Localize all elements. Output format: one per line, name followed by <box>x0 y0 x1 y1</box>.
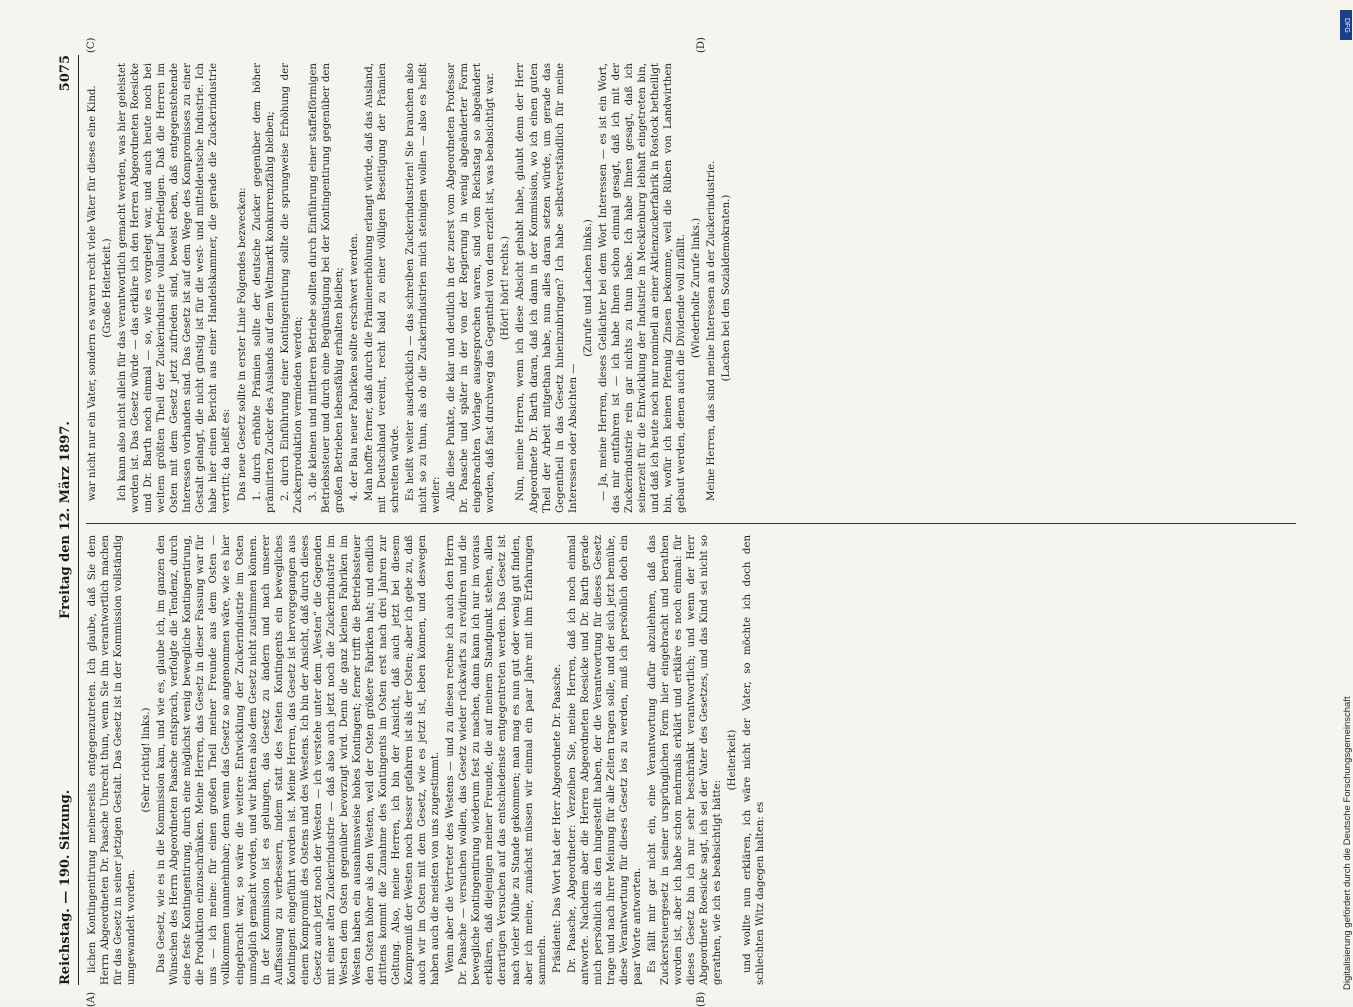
paragraph: Wenn aber die Vertreter des Westens — und zu diesen rechne ich auch den Herrn Dr. Paasche — versuchen wollen, das Gesetz wieder rückwärts zu revidiren und die bewegliche Kontingentirung wiederum fest zu machen, dann kann ich nur im voraus erklären, daß diejenigen meiner Freunde, die auf meinem Standpunkt stehen, allen derartigen Versuchen auf das entschiedenste entgegentreten werden. Das Gesetz ist nach vieler Mühe zu Stande gekommen; man mag es nun gut oder wenig gut finden, aber ich meine, zunächst müssen wir einmal ein paar Jahre mit ihm Erfahrungen sammeln. <box>445 535 548 985</box>
dfg-logo: DFG <box>1340 10 1352 40</box>
paragraph: Das Gesetz, wie es in die Kommission kam, und wie es, glaube ich, im ganzen den Wünschen des Herrn Abgeordneten Paasche entsprach, verfolgte die Tendenz, durch eine feste Kontingentirung, durch eine möglichst wenig bewegliche Kontingentirung, die Produktion einzuschränken. Meine Herren, das Gesetz in dieser Fassung war für uns — ich meine: für einen großen Theil meiner Freunde aus dem Osten — vollkommen unannehmbar; denn wenn das Gesetz so angenommen wäre, wie es hier eingebracht war, so wäre die weitere Entwicklung der Zuckerindustrie im Osten unmöglich gemacht worden, und wir hätten also dem Gesetz nicht zustimmen können. In der Kommission ist es gelungen, das Gesetz zu ändern und nach unserer Auffassung zu verbessern, indem statt des festen Kontingents ein bewegliches Kontingent eingeführt worden ist. Meine Herren, das Gesetz ist hervorgegangen aus einem Kompromiß des Ostens und des Westens. Ich bin der Ansicht, daß durch dieses Gesetz auch jetzt noch der Westen — ich verstehe unter dem „Westen“ die Gegenden mit einer alten Zuckerindustrie — daß also auch jetzt noch die Zuckerindustrie im Westen dem Osten gegenüber bevorzugt wird. Denn die ganz kleinen Fabriken im Westen haben ein ausnahmsweise hohes Kontingent; ferner trifft die Betriebssteuer den Osten höher als den Westen, weil der Osten größere Fabriken hat; und endlich drittens kommt die Zunahme des Kontingents im Osten erst nach drei Jahren zur Geltung. Also, meine Herren, ich bin der Ansicht, daß auch jetzt bei diesem Kompromiß der Westen noch besser gefahren ist als der Osten; aber ich gebe zu, daß auch wir im Osten mit dem Gesetz, wie es jetzt ist, leben können, und deswegen haben auch die meisten von uns zugestimmt. <box>156 535 442 985</box>
paragraph: (Sehr richtig! links.) <box>141 707 153 813</box>
paragraph: Nun, meine Herren, wenn ich diese Absicht gehabt habe, glaubt denn der Herr Abgeordnete Dr. Barth daran, daß ich dann in der Kommission, wo ich einen guten Theil der Arbeit mitgethan habe, nun alles daran setzen würde, um gerade das Gegentheil in das Gesetz hineinzubringen? Ich habe selbstverständlich für meine Interessen oder Absichten — <box>515 63 579 513</box>
header-date: Freitag den 12. März 1897. <box>58 421 73 619</box>
paragraph: (Große Heiterkeit.) <box>102 238 114 338</box>
paragraph: Ich kann also nicht allein für das verantwortlich gemacht werden, was hier geleistet worden ist. Das Gesetz würde — das erkläre ich den Herren Abgeordneten Roesicke und Dr. Barth noch einmal — so, wie es vorgelegt war, und auch heute noch bei weitem größten Theil der Zuckerindustrie vollauf befriedigen. Daß die Herren im Osten mit dem Gesetz jetzt zufrieden sind, beweist eben, daß entgegenstehende Interessen vorhanden sind. Das Gesetz ist auf dem Wege des Kompromisses zu einer Gestalt gelangt, die nicht günstig ist für die west- und mitteldeutsche Industrie. Ich habe hier einen Bericht aus einer Handelskammer, die gerade die Zuckerindustrie vertritt; da heißt es: <box>117 63 233 513</box>
margin-marker-d: (D) <box>696 37 707 53</box>
paragraph: war nicht nur ein Vater, sondern es waren recht viele Väter für dieses eine Kind. <box>87 85 98 501</box>
paragraph: Das neue Gesetz sollte in erster Linie Folgendes bezwecken: <box>236 187 248 501</box>
paragraph: 2. durch Einführung einer Kontingentirung sollte die sprungweise Erhöhung der Zuckerproduktion vermieden werden; <box>279 63 304 513</box>
margin-marker-b: (B) <box>696 991 707 1007</box>
paragraph: (Heiterkeit) <box>727 729 739 791</box>
paragraph: lichen Kontingentirung meinerseits entgegenzutreten. Ich glaube, daß Sie dem Herrn Abgeordneten Dr. Paasche Unrecht thun, wenn Sie ihn verantwortlich machen für das Gesetz in seiner jetzigen Gestalt. Das Gesetz ist in der Kommission vollständig umgewandelt worden. <box>87 535 138 985</box>
paragraph: und wollte nun erklären, ich wäre nicht der Vater, so möchte ich doch den schlechten Witz dagegen halten: es <box>742 535 767 985</box>
paragraph: — Ja, meine Herren, dieses Gelächter bei dem Wort Interessen — es ist ein Wort, das mir entfahren ist — ich habe Ihnen schon einmal gesagt, daß ich mit der Zuckerindustrie rein gar nichts zu thun habe. Ich habe Ihnen gesagt, daß ich seinerzeit für die Entwicklung der Industrie in Mecklenburg lebhaft eingetreten bin, und daß ich heute noch nur nominell an einer Aktienzuckerfabrik in Rostock betheiligt bin, wofür ich keinen Pfennig Zinsen bekomme, weil die Rüben von Landwirthen gebaut werden, denen auch die Dividende voll zufällt. <box>597 63 688 513</box>
paragraph: Dr. Paasche, Abgeordneter: Verzeihen Sie, meine Herren, daß ich noch einmal antworte. Nachdem aber die Herren Abgeordneten Roesicke und Dr. Barth gerade mich persönlich als den hingestellt haben, der die Verantwortung für dieses Gesetz trage und nach ihrer Meinung für alle Zeiten tragen solle, und der sich jetzt bemühe, diese Verantwortung für dieses Gesetz los zu werden, muß ich persönlich doch ein paar Worte antworten. <box>566 535 643 985</box>
digitization-note: Digitalisierung gefördert durch die Deutsche Forschungsgemeinschaft <box>1342 696 1353 990</box>
paragraph: Meine Herren, das sind meine Interessen an der Zuckerindustrie. <box>706 160 718 501</box>
paragraph: 4. der Bau neuer Fabriken sollte erschwert werden. <box>348 233 360 501</box>
paragraph: (Lachen bei den Sozialdemokraten.) <box>721 194 733 382</box>
column-divider <box>86 523 1296 524</box>
margin-marker-a: (A) <box>86 991 97 1007</box>
page-header <box>56 55 80 985</box>
right-column <box>86 63 735 513</box>
paragraph: Es heißt weiter ausdrücklich — das schreiben Zuckerindustrien! Sie brauchen also nicht so zu thun, als ob die Zuckerindustrien mich steinigen wollen — also es heißt weiter: <box>405 63 443 513</box>
header-rule <box>78 55 79 985</box>
paragraph: (Hört! hört! rechts.) <box>500 236 512 340</box>
paragraph: (Zurufe und Lachen links.) <box>582 219 594 357</box>
paragraph: Man hoffte ferner, daß durch die Prämienerhöhung erlangt würde, daß das Ausland, mit Deutschland vereint, recht bald zu einer völligen Beseitigung der Prämien schreiten würde. <box>363 63 402 513</box>
paragraph: Es fällt mir gar nicht ein, eine Verantwortung dafür abzulehnen, daß das Zuckersteuergesetz in seiner ursprünglichen Form hier eingebracht und berathen worden ist, aber ich habe schon mehrmals erklärt und erkläre es noch einmal: für dieses Gesetz bin ich nur sehr beschränkt verantwortlich; und wenn der Herr Abgeordnete Roesicke sagt, ich sei der Vater des Gesetzes, und das Kind sei nicht so gerathen, wie ich es beabsichtigt hätte: <box>646 535 724 985</box>
header-page-number: 5075 <box>58 55 73 92</box>
paragraph: (Wiederholte Zurufe links.) <box>691 217 703 359</box>
paragraph: Präsident: Das Wort hat der Herr Abgeordnete Dr. Paasche. <box>551 663 563 973</box>
left-column <box>86 535 769 985</box>
margin-marker-c: (C) <box>86 37 97 53</box>
rotated-page-content <box>56 37 1316 1007</box>
paragraph: 1. durch erhöhte Prämien sollte der deutsche Zucker gegenüber dem höher prämiirten Zucker des Auslands auf dem Weltmarkt konkurrenzfähig bleiben; <box>251 63 276 513</box>
header-session: Reichstag. — 190. Sitzung. <box>58 789 73 985</box>
paragraph: 3. die kleinen und mittleren Betriebe sollten durch Einführung einer staffelförmigen Betriebssteuer und durch eine Begünstigung bei der Kontingentirung gegenüber den großen Betrieben lebensfähig erhalten bleiben; <box>307 63 345 513</box>
paragraph: Alle diese Punkte, die klar und deutlich in der zuerst vom Abgeordneten Professor Dr. Paasche und später in der von der Regierung in wenig abgeänderter Form eingebrachten Vorlage ausgesprochen waren, sind vom Reichstag so abgeändert worden, daß fast durchweg das Gegentheil von dem erzielt ist, was beabsichtigt war. <box>446 63 497 513</box>
